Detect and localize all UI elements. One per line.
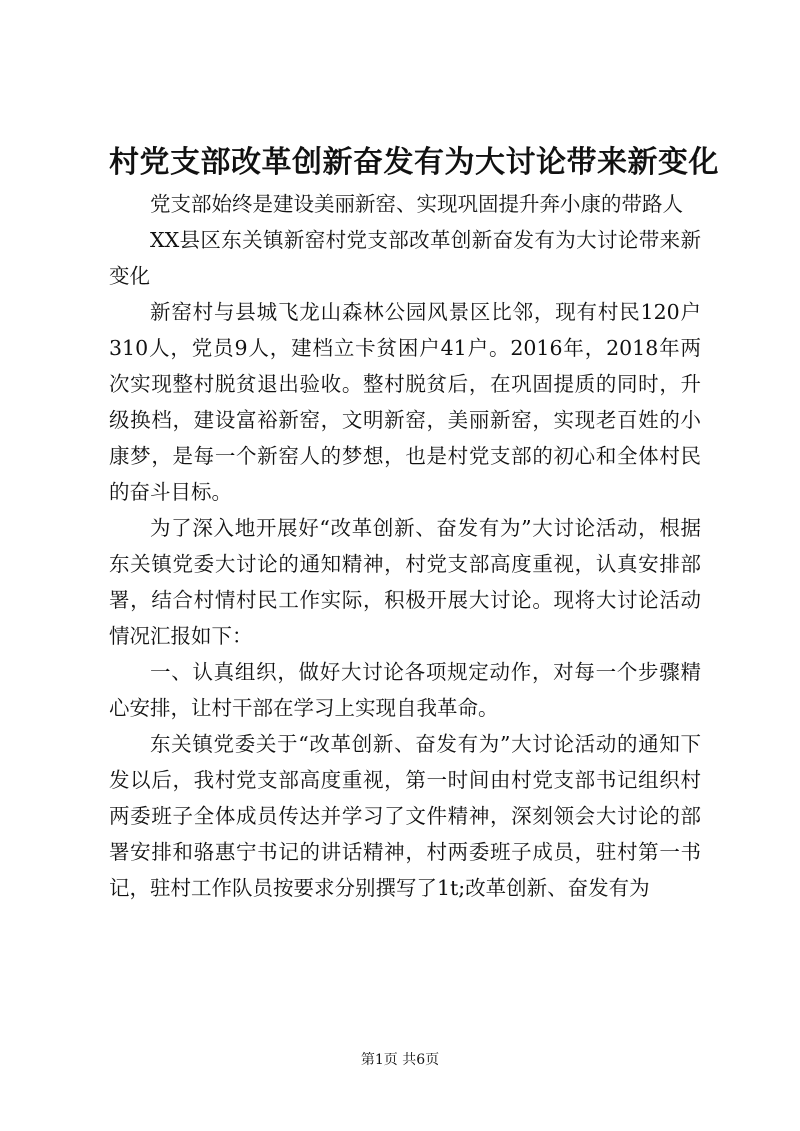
paragraph-section-one: 一、认真组织，做好大讨论各项规定动作，对每一个步骤精心安排，让村干部在学习上实现自我革命。 [109,660,701,720]
document-title: 村党支部改革创新奋发有为大讨论带来新变化 [109,145,719,180]
page-number: 第1页 共6页 [360,1052,440,1068]
paragraph-heading: XX县区东关镇新窑村党支部改革创新奋发有为大讨论带来新变化 [109,228,701,288]
paragraph-activity-purpose: 为了深入地开展好“改革创新、奋发有为”大讨论活动，根据东关镇党委大讨论的通知精神，村党支部高度重视，认真安排部署，结合村情村民工作实际，积极开展大讨论。现将大讨论活动情况汇报如下： [109,516,701,648]
document-body [109,186,701,906]
paragraph-subtitle: 党支部始终是建设美丽新窑、实现巩固提升奔小康的带路人 [150,192,683,216]
paragraph-village-intro: 新窑村与县城飞龙山森林公园风景区比邻，现有村民120户310人，党员9人，建档立卡贫困户41户。2016年，2018年两次实现整村脱贫退出验收。整村脱贫后，在巩固提质的同时，升级换档，建设富裕新窑，文明新窑，美丽新窑，实现老百姓的小康梦，是每一个新窑人的梦想，也是村党支部的初心和全体村民的奋斗目标。 [109,300,701,504]
paragraph-notice-details: 东关镇党委关于“改革创新、奋发有为”大讨论活动的通知下发以后，我村党支部高度重视，第一时间由村党支部书记组织村两委班子全体成员传达并学习了文件精神，深刻领会大讨论的部署安排和骆惠宁书记的讲话精神，村两委班子成员，驻村第一书记，驻村工作队员按要求分别撰写了1t;改革创新、奋发有为 [109,732,701,900]
